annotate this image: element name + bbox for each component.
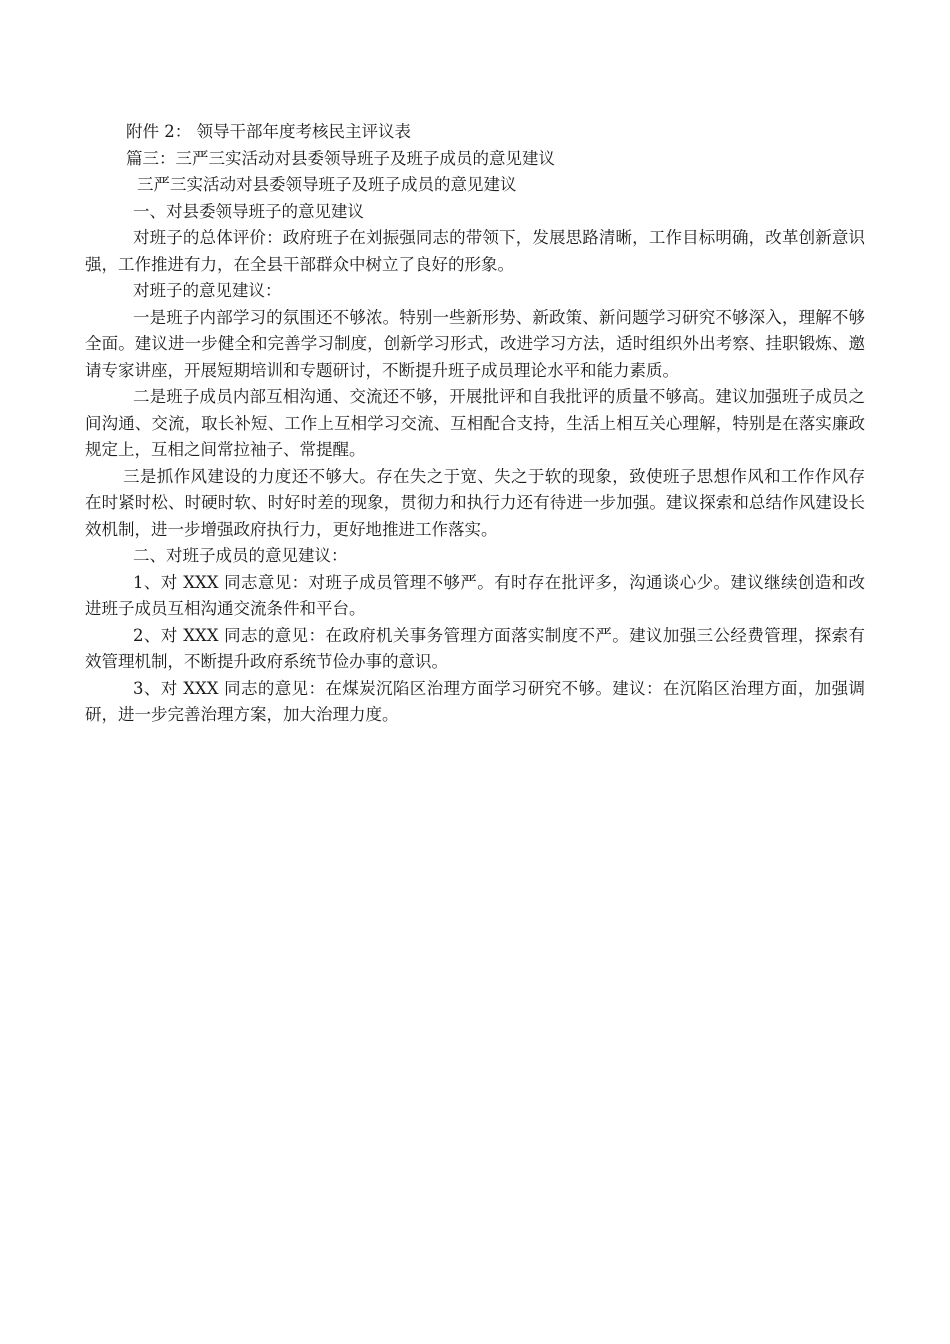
section2-heading: 二、对班子成员的意见建议：: [133, 546, 348, 565]
section1-heading: 一、对县委领导班子的意见建议: [133, 201, 364, 221]
chapter-line: 篇三：三严三实活动对县委领导班子及班子成员的意见建议: [126, 148, 555, 168]
member-2-paragraph: 2、对 XXX 同志的意见：在政府机关事务管理方面落实制度不严。建议加强三公经费管理，探索有效管理机制，不断提升政府系统节俭办事的意识。: [85, 625, 865, 671]
member-1-paragraph: 1、对 XXX 同志意见：对班子成员管理不够严。有时存在批评多，沟通谈心少。建议继续创造和改进班子成员互相沟通交流条件和平台。: [85, 572, 865, 618]
suggestion-3-paragraph: 三是抓作风建设的力度还不够大。存在失之于宽、失之于软的现象，致使班子思想作风和工作作风存在时紧时松、时硬时软、时好时差的现象，贯彻力和执行力还有待进一步加强。建议探索和总结作风建设长效机制，进一步增强政府执行力，更好地推进工作落实。: [85, 466, 865, 539]
attachment-line: 附件 2： 领导干部年度考核民主评议表: [126, 122, 411, 141]
overall-evaluation-paragraph: 对班子的总体评价：政府班子在刘振强同志的带领下，发展思路清晰，工作目标明确，改革创新意识强，工作推进有力，在全县干部群众中树立了良好的形象。: [85, 228, 865, 274]
suggestion-1-paragraph: 一是班子内部学习的氛围还不够浓。特别一些新形势、新政策、新问题学习研究不够深入，理解不够全面。建议进一步健全和完善学习制度，创新学习形式，改进学习方法，适时组织外出考察、挂职锻炼、邀请专家讲座，开展短期培训和专题研讨，不断提升班子成员理论水平和能力素质。: [85, 307, 865, 380]
document-page: [85, 119, 865, 729]
member-3-paragraph: 3、对 XXX 同志的意见：在煤炭沉陷区治理方面学习研究不够。建议：在沉陷区治理方面，加强调研，进一步完善治理方案，加大治理力度。: [85, 678, 865, 724]
suggestion-2-paragraph: 二是班子成员内部互相沟通、交流还不够，开展批评和自我批评的质量不够高。建议加强班子成员之间沟通、交流，取长补短、工作上互相学习交流、互相配合支持，生活上相互关心理解，特别是在落实廉政规定上，互相之间常拉袖子、常提醒。: [85, 387, 865, 459]
suggestions-heading: 对班子的意见建议：: [133, 281, 282, 300]
document-title: 三严三实活动对县委领导班子及班子成员的意见建议: [137, 175, 517, 194]
